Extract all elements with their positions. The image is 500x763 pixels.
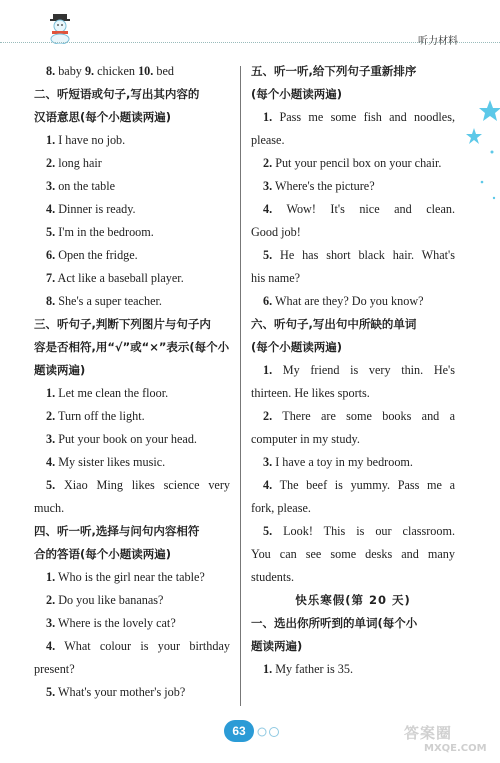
continuation-line: computer in my study.	[251, 432, 360, 446]
watermark-logo: 答案圈	[404, 724, 453, 742]
item-number: 1.	[46, 386, 56, 400]
continuation-line: present?	[34, 662, 75, 676]
section-heading: 汉语意思(每个小题读两遍)	[34, 110, 172, 124]
item-number: 4.	[46, 455, 56, 469]
right-column	[251, 62, 455, 683]
item-text: Put your pencil box on your chair.	[275, 156, 442, 170]
item-number: 3.	[46, 179, 56, 193]
section-heading: 一、选出你所听到的单词(每个小	[251, 616, 418, 630]
list-item	[251, 361, 455, 379]
item-number: 5.	[263, 524, 273, 538]
list-item	[251, 407, 455, 425]
item-text: I have a toy in my bedroom.	[275, 455, 413, 469]
item-text: What's your mother's job?	[57, 685, 186, 699]
list-item	[251, 476, 455, 494]
section-heading: 二、听短语或句子,写出其内容的	[34, 87, 200, 101]
item-text: bed	[156, 64, 174, 78]
item-text: Let me clean the floor.	[58, 386, 169, 400]
item-text: What are they? Do you know?	[274, 294, 424, 308]
item-text: Act like a baseball player.	[57, 271, 184, 285]
item-number: 2.	[46, 409, 56, 423]
section-heading: 三、听句子,判断下列图片与句子内	[34, 317, 211, 331]
page-number: 63	[224, 720, 254, 742]
list-item	[34, 614, 230, 632]
item-text: I have no job.	[58, 133, 126, 147]
continuation-line: much.	[34, 501, 65, 515]
list-item	[251, 292, 455, 310]
item-number: 1.	[46, 133, 56, 147]
list-item	[34, 591, 230, 609]
item-number: 5.	[263, 248, 273, 262]
item-number: 6.	[263, 294, 273, 308]
list-item	[34, 476, 230, 494]
item-text: She's a super teacher.	[58, 294, 162, 308]
continuation-line: students.	[251, 570, 294, 584]
continuation-line: thirteen. He likes sports.	[251, 386, 370, 400]
item-number: 1.	[263, 662, 273, 676]
section-heading: 四、听一听,选择与问句内容相符	[34, 524, 200, 538]
section-heading: 合的答语(每个小题读两遍)	[34, 547, 172, 561]
list-item	[251, 200, 455, 218]
list-item	[34, 246, 230, 264]
item-text: My father is 35.	[275, 662, 354, 676]
section-heading: 题读两遍)	[251, 639, 303, 653]
item-number: 3.	[46, 616, 56, 630]
item-text: Turn off the light.	[57, 409, 145, 423]
snowman-icon	[44, 14, 78, 44]
item-text: He has short black hair. What's	[280, 248, 455, 262]
section-heading: 题读两遍)	[34, 363, 86, 377]
item-number: 4.	[46, 639, 56, 653]
list-item	[251, 177, 455, 195]
item-number: 5.	[46, 225, 56, 239]
watermark-site: MXQE.COM	[424, 743, 487, 754]
list-item	[34, 384, 230, 402]
item-text: Who is the girl near the table?	[57, 570, 205, 584]
continuation-line: Good job!	[251, 225, 301, 239]
item-text: Where's the picture?	[274, 179, 375, 193]
item-text: long hair	[58, 156, 102, 170]
list-item	[251, 246, 455, 264]
list-item	[34, 269, 230, 287]
item-number: 10.	[138, 64, 154, 78]
circle-decoration-icon	[256, 726, 284, 738]
continuation-line: fork, please.	[251, 501, 311, 515]
left-column	[34, 62, 230, 706]
continuation-line: please.	[251, 133, 285, 147]
item-text: Do you like bananas?	[58, 593, 164, 607]
list-item	[34, 200, 230, 218]
section-heading: (每个小题读两遍)	[251, 340, 343, 354]
continuation-line: You can see some desks and many	[251, 547, 455, 561]
item-number: 3.	[263, 455, 273, 469]
item-number: 3.	[46, 432, 56, 446]
section-heading: 六、听句子,写出句中所缺的单词	[251, 317, 417, 331]
item-number: 2.	[46, 593, 56, 607]
list-item	[34, 154, 230, 172]
item-text: Open the fridge.	[58, 248, 138, 262]
list-item	[251, 522, 455, 540]
item-text: My friend is very thin. He's	[282, 363, 455, 377]
list-item	[34, 407, 230, 425]
item-number: 6.	[46, 248, 56, 262]
day-title: 快乐寒假(第 20 天)	[295, 593, 411, 607]
item-text: Xiao Ming likes science very	[63, 478, 230, 492]
item-number: 3.	[263, 179, 273, 193]
item-text: Pass me some fish and noodles,	[279, 110, 455, 124]
item-text: Put your book on your head.	[58, 432, 197, 446]
item-number: 5.	[46, 478, 56, 492]
list-item	[34, 223, 230, 241]
item-number: 9.	[84, 64, 95, 78]
list-item	[251, 154, 455, 172]
item-number: 5.	[46, 685, 56, 699]
item-number: 7.	[46, 271, 56, 285]
item-text: My sister likes music.	[58, 455, 166, 469]
item-text: Look! This is our classroom.	[283, 524, 456, 538]
item-text: Where is the lovely cat?	[57, 616, 176, 630]
item-number: 2.	[46, 156, 56, 170]
header-label: 听力材料	[418, 36, 458, 47]
list-item	[251, 453, 455, 471]
list-item	[34, 568, 230, 586]
list-item	[34, 177, 230, 195]
item-text: baby	[58, 64, 82, 78]
item-text: chicken	[97, 64, 136, 78]
page-header	[0, 0, 500, 50]
section-heading: (每个小题读两遍)	[251, 87, 343, 101]
list-item	[34, 292, 230, 310]
list-item	[251, 660, 455, 678]
continuation-line: his name?	[251, 271, 301, 285]
section-heading: 五、听一听,给下列句子重新排序	[251, 64, 417, 78]
column-divider	[240, 66, 241, 706]
item-number: 4.	[263, 202, 273, 216]
item-text: What colour is your birthday	[64, 639, 230, 653]
item-text: I'm in the bedroom.	[58, 225, 154, 239]
star-decoration-icon	[460, 100, 500, 230]
item-text: Dinner is ready.	[58, 202, 136, 216]
item-number: 1.	[46, 570, 56, 584]
list-item	[34, 430, 230, 448]
list-item	[34, 637, 230, 655]
list-item	[34, 453, 230, 471]
item-number: 8.	[46, 294, 56, 308]
item-text: on the table	[58, 179, 116, 193]
section-heading: 容是否相符,用“√”或“×”表示(每个小	[34, 340, 230, 354]
list-item	[34, 131, 230, 149]
item-number: 1.	[263, 363, 273, 377]
item-number: 2.	[263, 156, 273, 170]
list-item	[34, 62, 230, 80]
item-text: The beef is yummy. Pass me a	[279, 478, 456, 492]
list-item	[34, 683, 230, 701]
item-number: 8.	[46, 64, 56, 78]
item-number: 4.	[263, 478, 273, 492]
list-item	[251, 108, 455, 126]
item-text: There are some books and a	[282, 409, 455, 423]
item-text: Wow! It's nice and clean.	[286, 202, 456, 216]
item-number: 1.	[263, 110, 273, 124]
item-number: 4.	[46, 202, 56, 216]
item-number: 2.	[263, 409, 273, 423]
